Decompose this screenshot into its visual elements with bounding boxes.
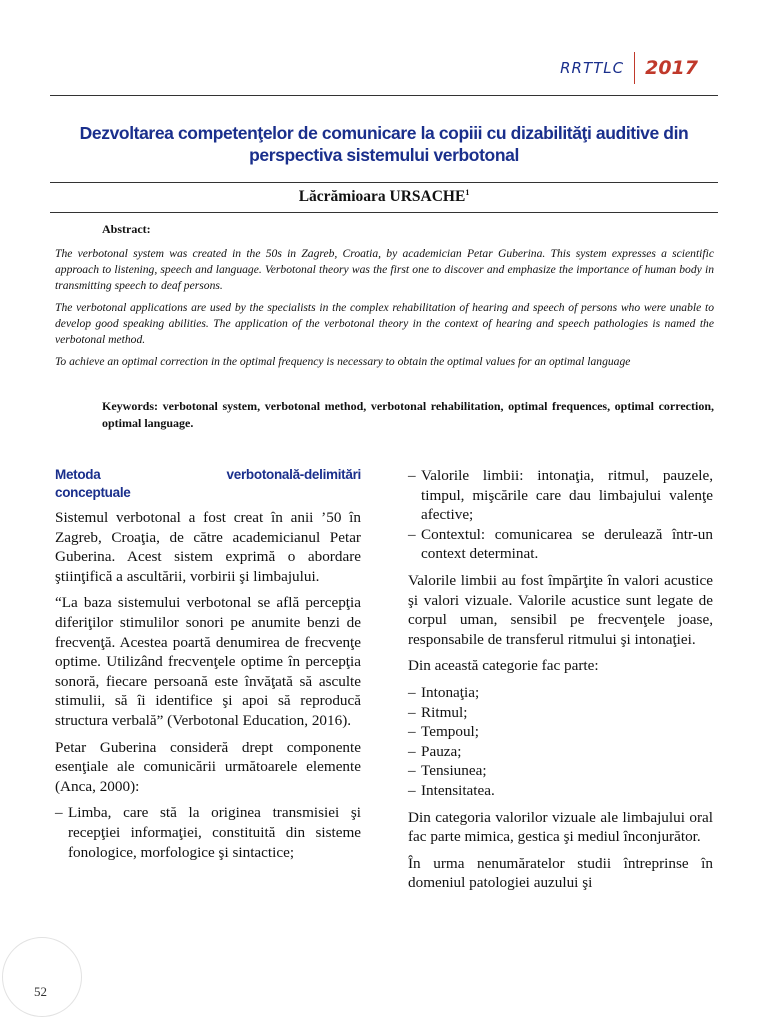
component-list-continued — [408, 466, 713, 564]
author-line — [50, 188, 718, 206]
abstract-body — [55, 246, 714, 376]
list-item: – Intonaţia; — [408, 683, 713, 703]
body-paragraph: Sistemul verbotonal a fost creat în anii ’50 în Zagreb, Croaţia, de către academicianul Petar Guberina. Acest sistem exprimă o abordare ştiinţifică a ascultării, vorbirii şi limbajului. — [55, 509, 361, 585]
author-rule-bottom — [50, 212, 718, 213]
page-number: 52 — [34, 984, 47, 999]
body-paragraph: Din această categorie fac parte: — [408, 657, 599, 675]
list-item: – Tensiunea; — [408, 761, 713, 781]
list-item: – Pauza; — [408, 742, 713, 762]
component-list — [55, 803, 361, 862]
list-item: – Contextul: comunicarea se derulează într-un context determinat. — [408, 525, 713, 564]
running-header — [560, 52, 698, 84]
list-item: – Valorile limbii: intonaţia, ritmul, pauzele, timpul, mişcările care dau limbajului valenţe afective; — [408, 466, 713, 525]
abstract-paragraph: To achieve an optimal correction in the optimal frequency is necessary to obtain the optimal values for an optimal language — [55, 355, 631, 368]
quote-paragraph: “La baza sistemului verbotonal se află percepţia diferiţilor stimulilor sonori pe anumite benzi de frecvenţă. Acestea poartă denumirea de frecvenţe optime. Utilizând frecvenţele optime în percepţia sonoră, fiecare persoană este învăţată să asculte stimulii, să îi identifice şi apoi să reproducă structura verbală” (Verbotonal Education, 2016). — [55, 594, 361, 729]
keywords: Keywords: verbotonal system, verbotonal method, verbotonal rehabilitation, optimal frequences, optimal correction, optimal language. — [102, 399, 714, 430]
header-rule — [50, 95, 718, 96]
page-number-ring — [2, 937, 82, 1017]
section-title-continued: conceptuale — [55, 485, 131, 500]
body-paragraph: Din categoria valorilor vizuale ale limbajului oral fac parte mimica, gestica şi mediul înconjurător. — [408, 808, 713, 846]
author-rule-top — [50, 182, 718, 183]
list-item: – Ritmul; — [408, 703, 713, 723]
page-number-badge — [0, 929, 112, 1024]
abstract-paragraph: The verbotonal applications are used by the specialists in the complex rehabilitation of hearing and speech of persons who were unable to develop good speaking abilities. The application of the verbotonal theory in the context of hearing and speech pathologies is named the verbotonal method. — [55, 301, 714, 346]
body-paragraph: În urma nenumăratelor studii întreprinse în domeniul patologiei auzului şi — [408, 854, 713, 892]
body-paragraph: Valorile limbii au fost împărţite în valori acustice şi valori vizuale. Valorile acustice sunt legate de corpul uman, sensibil pe frecvenţele joase, responsabile de transferul ritmului şi intonaţiei. — [408, 571, 713, 648]
abstract-paragraph: The verbotonal system was created in the 50s in Zagreb, Croatia, by academician Petar Guberina. This system expresses a scientific approach to listening, speech and language. Verbotonal theory was the first one to discover and emphasize the importance of human body in transmitting speech to deaf persons. — [55, 247, 714, 292]
list-item: – Intensitatea. — [408, 781, 713, 801]
author-name: Lăcrămioara URSACHE — [298, 188, 466, 206]
list-item: – Tempoul; — [408, 722, 713, 742]
journal-year: 2017 — [645, 57, 698, 79]
body-paragraph: Petar Guberina consideră drept componente esenţiale ale comunicării următoarele elemente (Anca, 2000): — [55, 738, 361, 795]
right-column — [408, 466, 713, 900]
journal-abbreviation: RRTTLC — [560, 59, 625, 77]
section-title: Metoda verbotonală-delimitări — [55, 467, 361, 482]
acoustic-values-list — [408, 683, 713, 801]
abstract-label: Abstract: — [102, 222, 151, 236]
article-title: Dezvoltarea competenţelor de comunicare la copiii cu dizabilităţi auditive din perspectiva sistemului verbotonal — [79, 123, 689, 165]
author-footnote-mark: 1 — [465, 188, 470, 197]
list-item: – Limba, care stă la originea transmisiei şi recepţiei informaţiei, constituită din sisteme fonologice, morfologice şi sintactice; — [55, 803, 361, 862]
left-column — [55, 466, 361, 869]
